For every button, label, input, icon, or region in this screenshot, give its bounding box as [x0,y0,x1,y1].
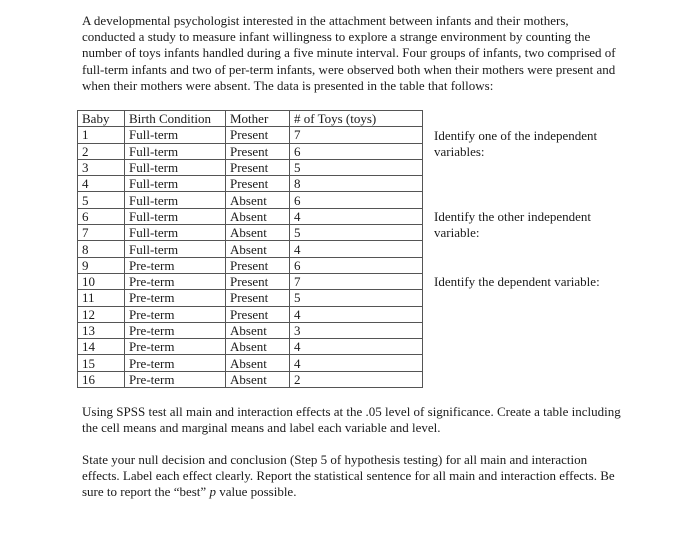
mother-status-cell: Present [226,257,290,273]
toy-count-cell: 4 [290,306,423,322]
table-row [78,241,423,257]
mother-status-cell: Present [226,127,290,143]
table-row [78,192,423,208]
intro-paragraph: A developmental psychologist interested in the attachment between infants and their mothers, conducted a study to measure infant willingness to explore a strange environment by counting the number of toys infants handled during a five minute interval. Four groups of infants, two comprised of full-term infants and two of per-term infants, were observed both when their mothers were present and when their mothers were absent. The data is presented in the table that follows: [82,13,616,93]
birth-condition-cell: Pre-term [125,306,226,322]
table-row [78,208,423,224]
instruction-null-decision-text: State your null decision and conclusion (Step 5 of hypothesis testing) for all main and interaction effects. Label each effect clearly. Report the statistical sentence for all main and interaction effects. Be sure to report the “best” [82,452,615,500]
birth-condition-cell: Pre-term [125,339,226,355]
birth-condition-cell: Full-term [125,192,226,208]
toy-count-cell: 6 [290,257,423,273]
baby-number-cell: 1 [78,127,125,143]
baby-number-cell: 2 [78,143,125,159]
baby-number-cell: 12 [78,306,125,322]
birth-condition-cell: Pre-term [125,371,226,387]
mother-status-cell: Absent [226,192,290,208]
mother-status-cell: Present [226,159,290,175]
baby-number-cell: 11 [78,290,125,306]
table-row [78,306,423,322]
table-row [78,339,423,355]
baby-number-cell: 6 [78,208,125,224]
mother-status-cell: Absent [226,208,290,224]
table-row [78,127,423,143]
toy-count-cell: 2 [290,371,423,387]
birth-condition-cell: Pre-term [125,322,226,338]
toy-count-cell: 7 [290,273,423,289]
instruction-null-decision-end: value possible. [215,484,297,500]
mother-status-cell: Absent [226,371,290,387]
toy-count-cell: 4 [290,241,423,257]
p-value-symbol: p [209,484,216,500]
toy-count-cell: 4 [290,355,423,371]
table-row [78,257,423,273]
header-birth-condition: Birth Condition [125,111,226,127]
toy-count-cell: 4 [290,339,423,355]
data-table [77,110,423,388]
baby-number-cell: 15 [78,355,125,371]
header-mother: Mother [226,111,290,127]
table-row [78,225,423,241]
toy-count-cell: 5 [290,225,423,241]
baby-number-cell: 13 [78,322,125,338]
baby-number-cell: 16 [78,371,125,387]
toy-count-cell: 5 [290,159,423,175]
toy-count-cell: 7 [290,127,423,143]
table-row [78,322,423,338]
table-header-row [78,111,423,127]
toy-count-cell: 6 [290,143,423,159]
toy-count-cell: 3 [290,322,423,338]
header-baby: Baby [78,111,125,127]
birth-condition-cell: Pre-term [125,355,226,371]
mother-status-cell: Present [226,143,290,159]
birth-condition-cell: Pre-term [125,290,226,306]
mother-status-cell: Absent [226,225,290,241]
table-row [78,355,423,371]
table-body [78,127,423,388]
question-independent-variable-2: Identify the other independent variable: [434,209,592,240]
toy-count-cell: 4 [290,208,423,224]
birth-condition-cell: Pre-term [125,257,226,273]
mother-status-cell: Absent [226,339,290,355]
table-row [78,290,423,306]
mother-status-cell: Present [226,306,290,322]
header-toys: # of Toys (toys) [290,111,423,127]
table-row [78,371,423,387]
birth-condition-cell: Full-term [125,159,226,175]
table-row [78,143,423,159]
instruction-spss: Using SPSS test all main and interaction effects at the .05 level of significance. Create a table including the cell means and marginal means and label each variable and level. [82,404,621,436]
table-row [78,159,423,175]
question-dependent-variable: Identify the dependent variable: [434,274,600,289]
toy-count-cell: 6 [290,192,423,208]
mother-status-cell: Absent [226,241,290,257]
instruction-null-decision [82,452,622,501]
baby-number-cell: 4 [78,176,125,192]
mother-status-cell: Present [226,273,290,289]
birth-condition-cell: Pre-term [125,273,226,289]
table-row [78,176,423,192]
baby-number-cell: 3 [78,159,125,175]
table-row [78,273,423,289]
mother-status-cell: Present [226,290,290,306]
mother-status-cell: Absent [226,355,290,371]
birth-condition-cell: Full-term [125,143,226,159]
mother-status-cell: Present [226,176,290,192]
baby-number-cell: 14 [78,339,125,355]
baby-number-cell: 10 [78,273,125,289]
toy-count-cell: 8 [290,176,423,192]
toy-count-cell: 5 [290,290,423,306]
baby-number-cell: 7 [78,225,125,241]
birth-condition-cell: Full-term [125,208,226,224]
question-independent-variable-1: Identify one of the independent variables: [434,128,598,159]
birth-condition-cell: Full-term [125,176,226,192]
mother-status-cell: Absent [226,322,290,338]
birth-condition-cell: Full-term [125,241,226,257]
baby-number-cell: 9 [78,257,125,273]
baby-number-cell: 8 [78,241,125,257]
birth-condition-cell: Full-term [125,225,226,241]
baby-number-cell: 5 [78,192,125,208]
birth-condition-cell: Full-term [125,127,226,143]
